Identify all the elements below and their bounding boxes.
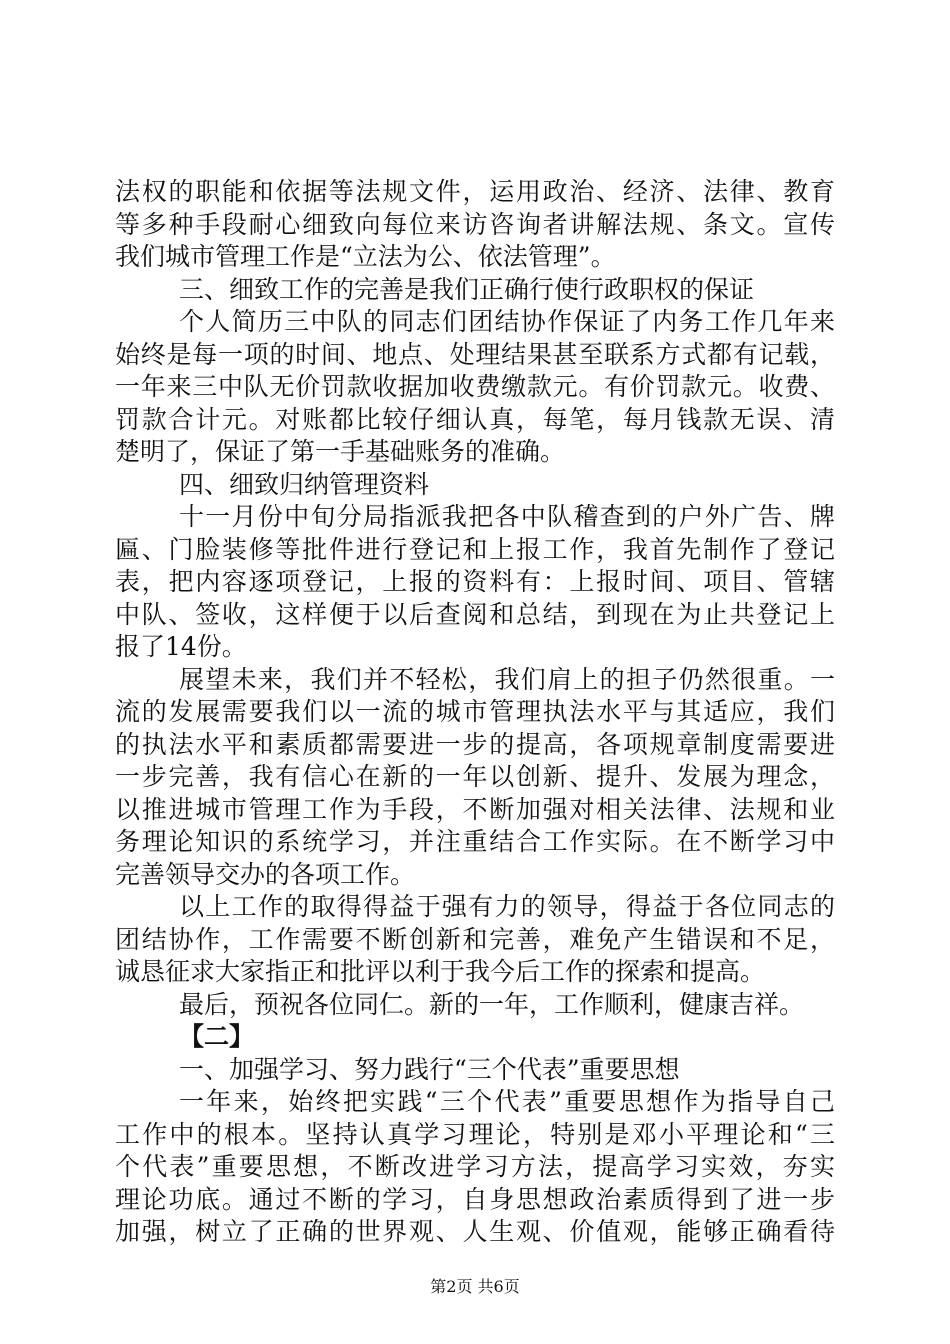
text-line: 个代表”重要思想，不断改进学习方法，提高学习实效，夯实 — [115, 1152, 835, 1181]
text-line: 流的发展需要我们以一流的城市管理执法水平与其适应，我们 — [115, 697, 835, 726]
text-line: 加强，树立了正确的世界观、人生观、价值观，能够正确看待 — [115, 1217, 835, 1246]
text-line: 十一月份中旬分局指派我把各中队稽查到的户外广告、牌 — [179, 502, 835, 531]
text-line: 我们城市管理工作是“立法为公、依法管理”。 — [115, 242, 616, 271]
text-line: 完善领导交办的各项工作。 — [115, 859, 416, 889]
text-line: 最后，预祝各位同仁。新的一年，工作顺利，健康吉祥。 — [179, 989, 805, 1019]
text-line: 个人简历三中队的同志们团结协作保证了内务工作几年来 — [179, 307, 835, 336]
text-line: 三、细致工作的完善是我们正确行使行政职权的保证 — [179, 274, 755, 304]
text-line: 理论功底。通过不断的学习，自身思想政治素质得到了进一步 — [115, 1184, 835, 1214]
text-line: 报了14份。 — [115, 632, 247, 661]
text-line: 中队、签收，这样便于以后查阅和总结，到现在为止共登记上 — [115, 599, 835, 629]
text-line: 的执法水平和素质都需要进一步的提高，各项规章制度需要进 — [115, 729, 835, 759]
text-line: 法权的职能和依据等法规文件，运用政治、经济、法律、教育 — [115, 177, 835, 206]
text-line: 诚恳征求大家指正和批评以利于我今后工作的探索和提高。 — [115, 957, 766, 986]
text-line: 以推进城市管理工作为手段，不断加强对相关法律、法规和业 — [115, 794, 835, 824]
text-line: 一步完善，我有信心在新的一年以创新、提升、发展为理念， — [115, 762, 835, 791]
text-line: 四、细致归纳管理资料 — [179, 469, 430, 499]
text-line: 始终是每一项的时间、地点、处理结果甚至联系方式都有记载， — [115, 339, 835, 369]
page-footer: 第2页 共6页 — [430, 1277, 520, 1296]
text-line: 罚款合计元。对账都比较仔细认真，每笔，每月钱款无误、清 — [115, 404, 835, 434]
text-line: 一年来，始终把实践“三个代表”重要思想作为指导自己 — [179, 1087, 835, 1116]
text-line: 楚明了，保证了第一手基础账务的准确。 — [115, 437, 566, 466]
text-line: 一年来三中队无价罚款收据加收费缴款元。有价罚款元。收费、 — [115, 372, 835, 401]
text-line: 等多种手段耐心细致向每位来访咨询者讲解法规、条文。宣传 — [115, 209, 835, 239]
text-line: 团结协作，工作需要不断创新和完善，难免产生错误和不足， — [115, 924, 835, 954]
text-line: 一、加强学习、努力践行“三个代表”重要思想 — [179, 1054, 680, 1084]
text-line: 以上工作的取得得益于强有力的领导，得益于各位同志的 — [179, 892, 835, 921]
text-line: 表，把内容逐项登记，上报的资料有：上报时间、项目、管辖 — [115, 567, 835, 596]
text-line: 务理论知识的系统学习，并注重结合工作实际。在不断学习中 — [115, 827, 835, 856]
document-body — [115, 176, 835, 1249]
text-line: 工作中的根本。坚持认真学习理论，特别是邓小平理论和“三 — [115, 1119, 835, 1149]
text-line: 【二】 — [179, 1022, 255, 1051]
text-line: 匾、门脸装修等批件进行登记和上报工作，我首先制作了登记 — [115, 534, 835, 564]
text-line: 展望未来，我们并不轻松，我们肩上的担子仍然很重。一 — [179, 664, 835, 694]
